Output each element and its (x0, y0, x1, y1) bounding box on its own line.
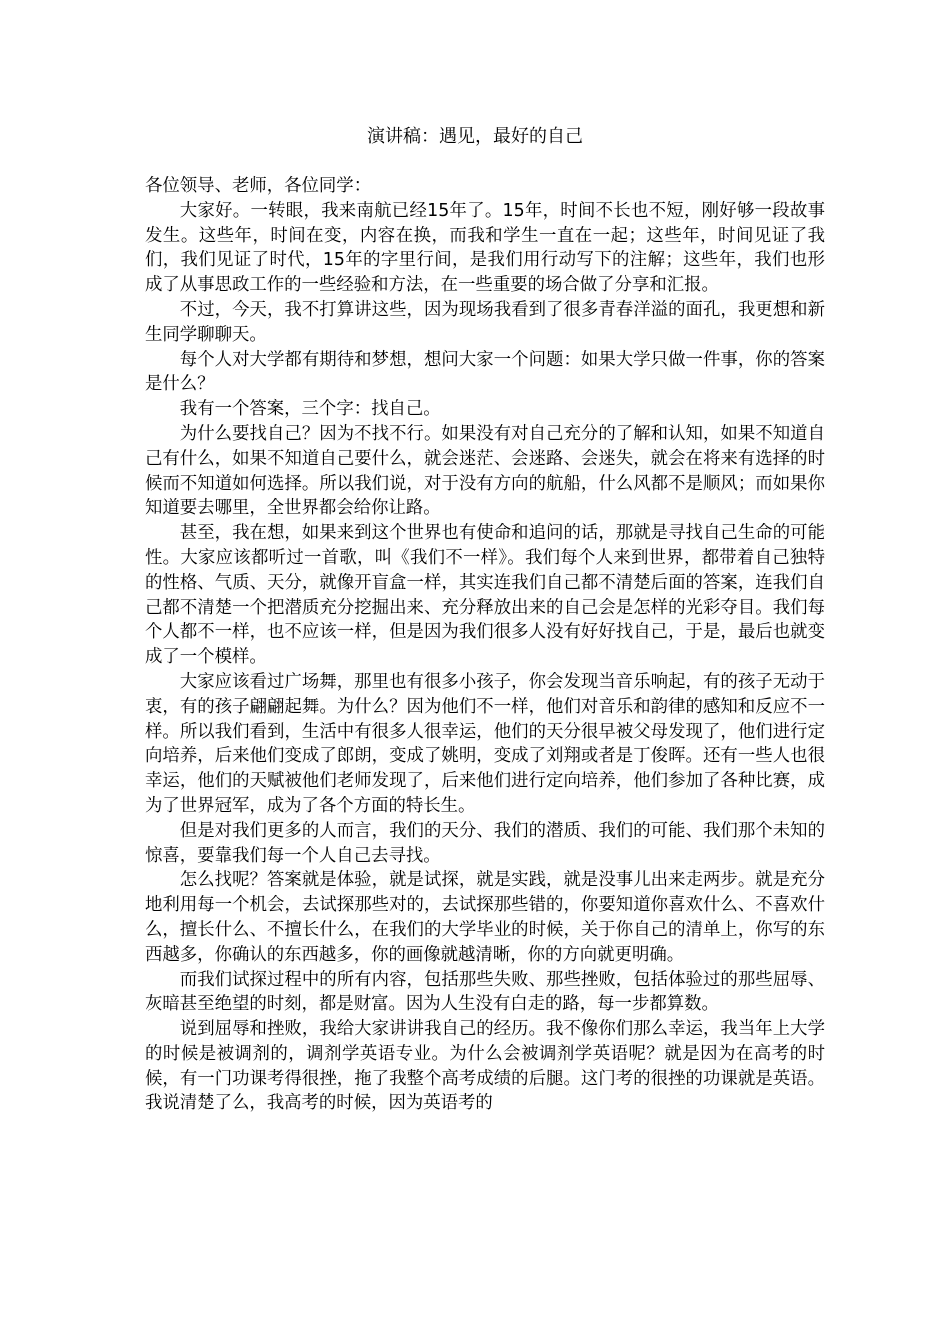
salutation: 各位领导、老师，各位同学： (145, 176, 372, 196)
document-title: 演讲稿：遇见，最好的自己 (367, 126, 583, 147)
paragraph: 为什么要找自己？因为不找不行。如果没有对自己充分的了解和认知，如果不知道自己有什么，如果不知道自己要什么，就会迷茫、会迷路、会迷失，就会在将来有选择的时候而不知道如何选择。所以我们说，对于没有方向的航船，什么风都不是顺风；而如果你知道要去哪里，全世界都会给你让路。 (145, 423, 825, 519)
paragraph: 但是对我们更多的人而言，我们的天分、我们的潜质、我们的可能、我们那个未知的惊喜，要靠我们每一个人自己去寻找。 (145, 820, 825, 866)
paragraph: 不过，今天，我不打算讲这些，因为现场我看到了很多青春洋溢的面孔，我更想和新生同学聊聊天。 (145, 299, 825, 345)
paragraph: 甚至，我在想，如果来到这个世界也有使命和追问的话，那就是寻找自己生命的可能性。大家应该都听过一首歌，叫《我们不一样》。我们每个人来到世界，都带着自己独特的性格、气质、天分，就像开盲盒一样，其实连我们自己都不清楚后面的答案，连我们自己都不清楚一个把潜质充分挖掘出来、充分释放出来的自己会是怎样的光彩夺目。我们每个人都不一样，也不应该一样，但是因为我们很多人没有好好找自己，于是，最后也就变成了一个模样。 (145, 523, 825, 668)
paragraph: 大家好。一转眼，我来南航已经15年了。15年，时间不长也不短，刚好够一段故事发生。这些年，时间在变，内容在换，而我和学生一直在一起；这些年，时间见证了我们，我们见证了时代，15年的字里行间，是我们用行动写下的注解；这些年，我们也形成了从事思政工作的一些经验和方法，在一些重要的场合做了分享和汇报。 (145, 200, 825, 296)
paragraph: 而我们试探过程中的所有内容，包括那些失败、那些挫败，包括体验过的那些屈辱、灰暗甚至绝望的时刻，都是财富。因为人生没有白走的路，每一步都算数。 (145, 969, 825, 1015)
paragraph: 每个人对大学都有期待和梦想，想问大家一个问题：如果大学只做一件事，你的答案是什么？ (145, 349, 825, 395)
paragraph: 说到屈辱和挫败，我给大家讲讲我自己的经历。我不像你们那么幸运，我当年上大学的时候是被调剂的，调剂学英语专业。为什么会被调剂学英语呢？就是因为在高考的时候，有一门功课考得很挫，拖了我整个高考成绩的后腿。这门考的很挫的功课就是英语。我说清楚了么，我高考的时候，因为英语考的 (145, 1019, 825, 1114)
document-body (145, 174, 825, 1116)
paragraph: 我有一个答案，三个字：找自己。 (179, 399, 441, 420)
paragraph: 怎么找呢？答案就是体验，就是试探，就是实践，就是没事儿出来走两步。就是充分地利用每一个机会，去试探那些对的，去试探那些错的，你要知道你喜欢什么、不喜欢什么，擅长什么、不擅长什么，在我们的大学毕业的时候，关于你自己的清单上，你写的东西越多，你确认的东西越多，你的画像就越清晰，你的方向就更明确。 (145, 870, 825, 965)
paragraph: 大家应该看过广场舞，那里也有很多小孩子，你会发现当音乐响起，有的孩子无动于衷，有的孩子翩翩起舞。为什么？因为他们不一样，他们对音乐和韵律的感知和反应不一样。所以我们看到，生活中有很多人很幸运，他们的天分很早被父母发现了，他们进行定向培养，后来他们变成了郎朗，变成了姚明，变成了刘翔或者是丁俊晖。还有一些人也很幸运，他们的天赋被他们老师发现了，后来他们进行定向培养，他们参加了各种比赛，成为了世界冠军，成为了各个方面的特长生。 (145, 671, 825, 816)
